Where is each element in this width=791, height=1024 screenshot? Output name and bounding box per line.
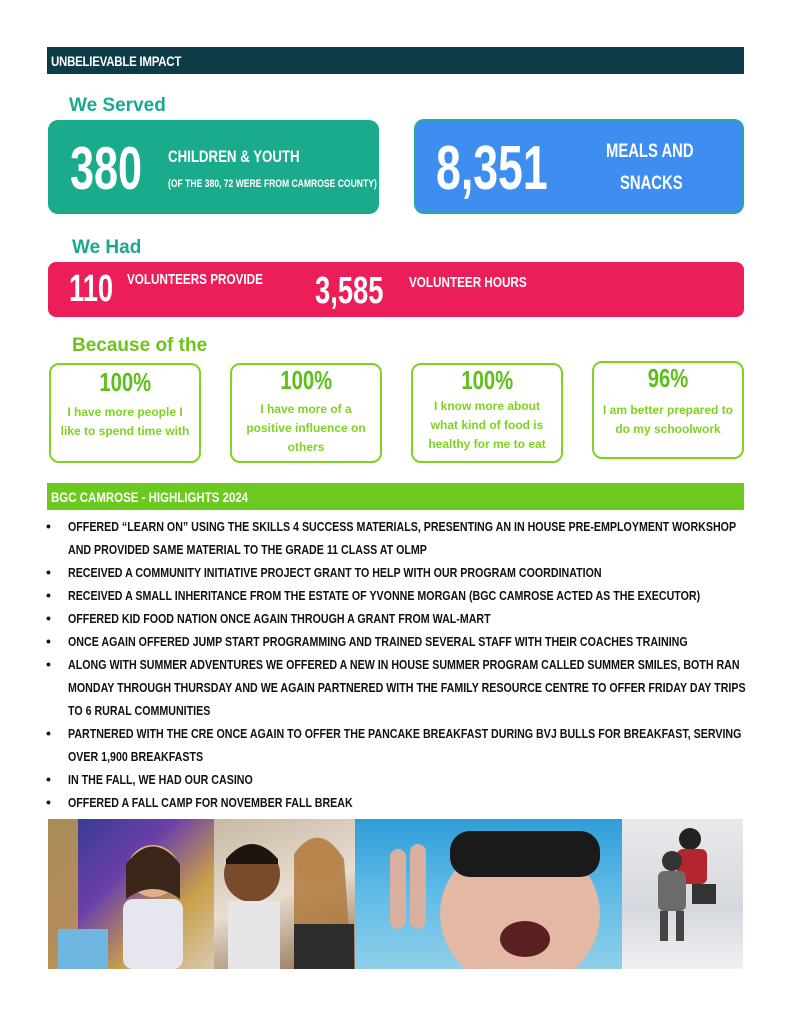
list-item: • OFFERED KID FOOD NATION ONCE AGAIN THROUGH A GRANT FROM WAL-MART [46,607,746,630]
stat-text: I know more about what kind of food is healthy for me to eat [428,399,546,451]
impact-header-bar [47,47,744,74]
list-item: • OFFERED “LEARN ON” USING THE SKILLS 4 SUCCESS MATERIALS, PRESENTING AN IN HOUSE PRE-EMPLOYMENT WORKSHOP AND PROVIDED SAME MATERIAL TO THE GRADE 11 CLASS AT OLMP [46,515,746,561]
volunteer-hours-label: VOLUNTEER HOURS [409,274,527,291]
stat-card [411,363,563,463]
stat-percent: 100% [280,365,332,395]
volunteer-hours-count: 3,585 [315,270,384,312]
meals-served-card [414,119,744,214]
stat-text: I am better prepared to do my schoolwork [602,403,734,436]
photo-girl-carousel-image [48,819,214,969]
photo-boy-and-teacher [214,819,355,969]
stat-card [49,363,201,463]
list-item: • RECEIVED A SMALL INHERITANCE FROM THE ESTATE OF YVONNE MORGAN (BGC CAMROSE ACTED AS THE EXECUTOR) [46,584,746,607]
because-heading: Because of the [72,335,208,356]
children-served-card [48,120,379,214]
stat-card [230,363,382,463]
children-label: CHILDREN & YOUTH [168,147,300,166]
children-count: 380 [70,135,143,202]
highlights-list [46,515,746,814]
stat-text: I have more people I like to spend time with [60,405,190,438]
list-item: • ONCE AGAIN OFFERED JUMP START PROGRAMMING AND TRAINED SEVERAL STAFF WITH THEIR COACHES TRAINING [46,630,746,653]
highlights-header-bar [47,483,744,510]
meals-count: 8,351 [436,134,548,203]
meals-label-line1: MEALS AND [606,141,694,162]
list-item: • OFFERED A FALL CAMP FOR NOVEMBER FALL BREAK [46,791,746,814]
stat-text: I have more of a positive influence on others [246,402,366,454]
photo-underwater-swimmer-image [355,819,622,969]
children-note: (OF THE 380, 72 WERE FROM CAMROSE COUNTY) [168,178,377,190]
meals-label-line2: SNACKS [620,173,683,194]
list-item: • IN THE FALL, WE HAD OUR CASINO [46,768,746,791]
stat-percent: 96% [647,363,689,393]
list-item: • ALONG WITH SUMMER ADVENTURES WE OFFERED A NEW IN HOUSE SUMMER PROGRAM CALLED SUMMER SMILES, BOTH RAN MONDAY THROUGH THURSDAY AND WE AGAIN PARTNERED WITH THE FAMILY RESOURCE CENTRE TO OFFER FRIDAY DAY TRIPS TO 6 RURAL COMMUNITIES [46,653,746,722]
volunteer-label: VOLUNTEERS PROVIDE [127,271,263,288]
photo-underwater-swimmer [355,819,622,969]
photo-boy-and-teacher-image [214,819,355,969]
list-item: • PARTNERED WITH THE CRE ONCE AGAIN TO OFFER THE PANCAKE BREAKFAST DURING BVJ BULLS FOR BREAKFAST, SERVING OVER 1,900 BREAKFASTS [46,722,746,768]
photo-girl-carousel [48,819,214,969]
we-had-heading: We Had [72,237,142,258]
photo-kids-skating-image [622,819,743,969]
stat-percent: 100% [99,367,151,397]
list-item: • RECEIVED A COMMUNITY INITIATIVE PROJECT GRANT TO HELP WITH OUR PROGRAM COORDINATION [46,561,746,584]
stat-percent: 100% [461,365,513,395]
volunteers-card [48,262,744,317]
stat-card [592,361,744,459]
volunteer-count: 110 [69,268,114,310]
impact-header-title: UNBELIEVABLE IMPACT [51,53,182,69]
we-served-heading: We Served [69,95,166,116]
highlights-title: BGC CAMROSE - HIGHLIGHTS 2024 [51,489,249,505]
photo-kids-skating [622,819,743,969]
